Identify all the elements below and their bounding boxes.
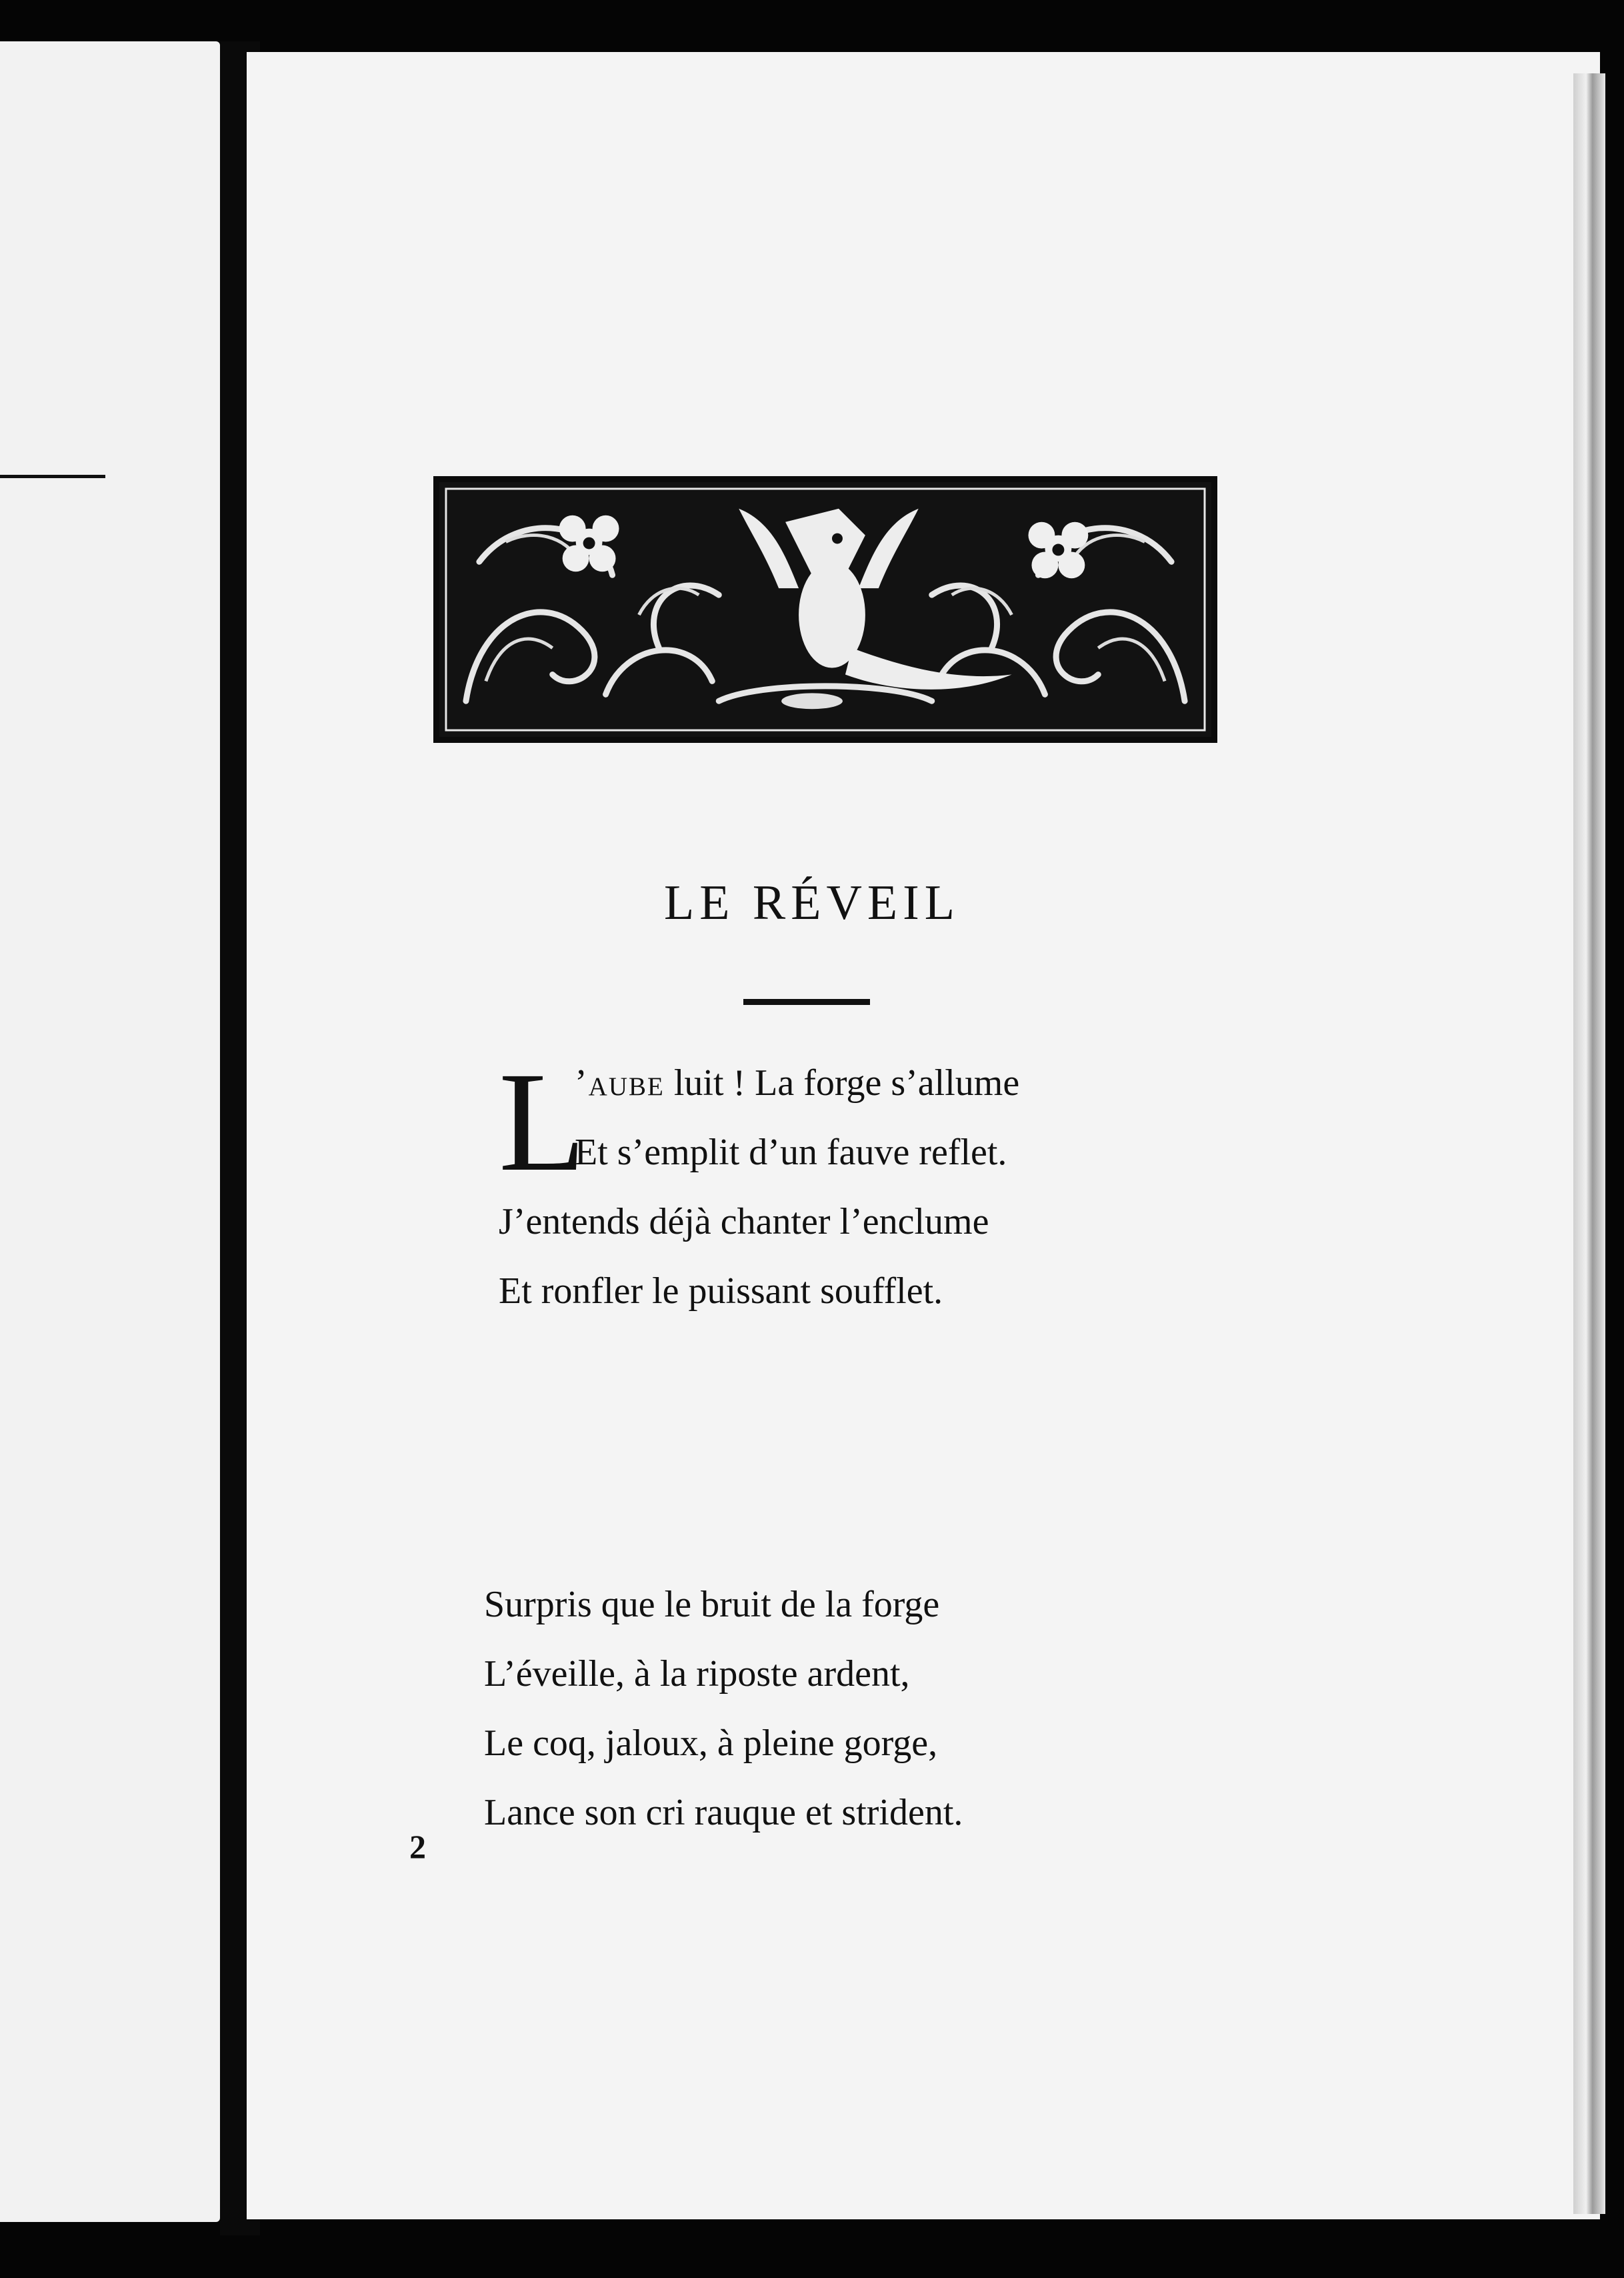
stanza-2-line: Le coq, jaloux, à pleine gorge, [484, 1723, 938, 1764]
page-edges [1573, 73, 1605, 2214]
stanza-1-line-1 [499, 1048, 1019, 1118]
poem-title: LE RÉVEIL [664, 876, 960, 930]
previous-page-rule [0, 475, 105, 478]
page-number: 2 [409, 1828, 426, 1865]
drop-cap: L [499, 1043, 586, 1201]
stanza-1-line-2: Et s’emplit d’un fauve reflet. [575, 1132, 1007, 1173]
stanza-2-line: Surpris que le bruit de la forge [484, 1584, 940, 1625]
stanza-2 [484, 1570, 963, 1847]
stanza-2-line: L’éveille, à la riposte ardent, [484, 1653, 910, 1694]
stanza-1-line-4: Et ronfler le puissant soufflet. [499, 1270, 943, 1312]
stanza-2-line: Lance son cri rauque et strident. [484, 1792, 963, 1833]
previous-page [0, 41, 220, 2222]
title-rule [743, 999, 870, 1005]
rooster-floral-headpiece-icon [433, 476, 1217, 743]
stanza-1 [499, 1043, 1020, 1326]
stanza-1-line-3: J’entends déjà chanter l’enclume [499, 1201, 989, 1242]
stanza-1-line-1-smallcaps: ’aube [575, 1062, 665, 1104]
stanza-1-line-1-rest: luit ! La forge s’allume [664, 1062, 1020, 1104]
